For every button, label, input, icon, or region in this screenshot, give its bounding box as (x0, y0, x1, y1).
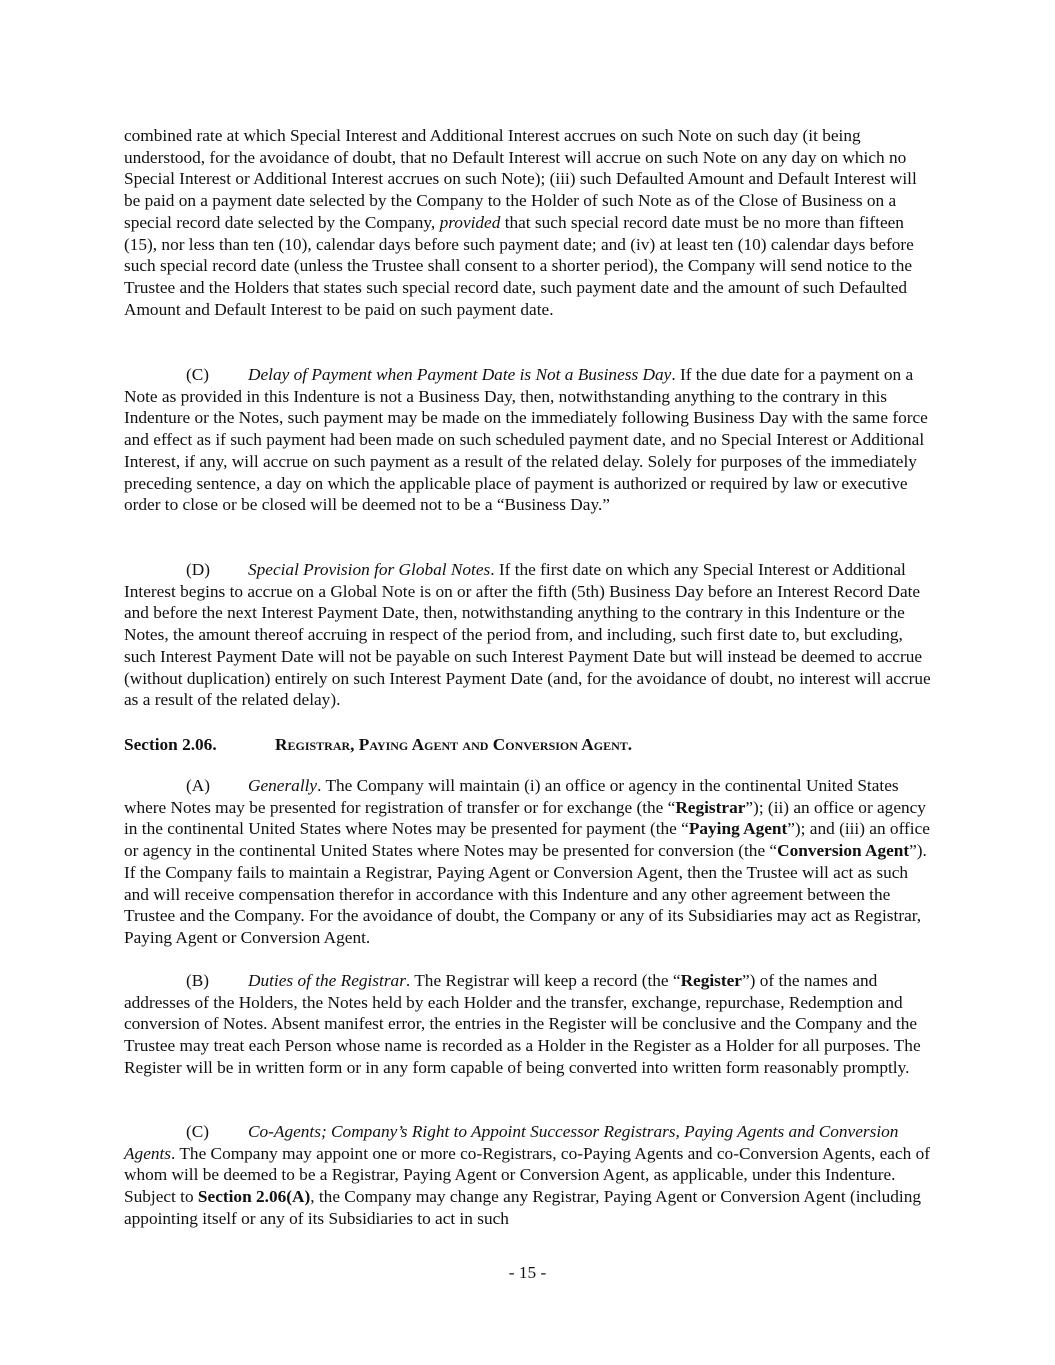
subsection-title: Special Provision for Global Notes (248, 560, 491, 579)
defined-term: Paying Agent (688, 819, 788, 839)
page-number: - 15 - (508, 1263, 547, 1282)
cross-reference: Section 2.06(A) (197, 1187, 311, 1207)
subsection-text: ”); (ii) an office or agency in the continental United States where Notes may be presented for payment (the “ (124, 797, 926, 839)
section-heading (124, 734, 632, 756)
section-number: Section 2.06. (124, 735, 217, 754)
paragraph-text: combined rate at which Special Interest and Additional Interest accrues on such Note on such day (it being understood, for the avoidance of doubt, that no Default Interest will accrue on such Note on any day on which no Special Interest or Additional Interest accrues on such Note); (iii) such Defaulted Amount and Default Interest will be paid on a payment date selected by the Company to the Holder of such Note as of the Close of Business on a special record date selected by the Company, (124, 126, 917, 232)
section-title: Registrar, Paying Agent and Conversion Agent. (275, 735, 633, 754)
subsection-text: . The Registrar will keep a record (the “ (405, 971, 681, 990)
subsection-text: ”); and (iii) an office or agency in the continental United States where Notes may be presented for conversion (the “ (124, 819, 930, 861)
subsection-text: . If the due date for a payment on a Note as provided in this Indenture is not a Business Day, then, notwithstanding anything to the contrary in this Indenture or the Notes, such payment may be made on the immediately following Business Day with the same force and effect as if such payment had been made on such scheduled payment date, and no Special Interest or Additional Interest, if any, will accrue on such payment as a result of the related delay. Solely for purposes of the immediately preceding sentence, a day on which the applicable place of payment is authorized or required by law or executive order to close or be closed will be deemed not to be a “Business Day.” (124, 365, 928, 515)
subsection-label: (D) (186, 560, 210, 579)
defined-term: Registrar (675, 797, 746, 817)
subsection-label: (C) (186, 1122, 210, 1141)
defined-term: Register (680, 971, 742, 990)
defined-term: Conversion Agent (777, 841, 910, 861)
subsection-text: . If the first date on which any Special Interest or Additional Interest begins to accrue on a Global Note is on or after the fifth (5th) Business Day before an Interest Record Date and before the next Interest Payment Date, then, notwithstanding anything to the contrary in this Indenture or the Notes, the amount thereof accruing in respect of the period from, and including, such first date to, but excluding, such Interest Payment Date will not be payable on such Interest Payment Date but will instead be deemed to accrue (without duplication) entirely on such Interest Payment Date (and, for the avoidance of doubt, no interest will accrue as a result of the related delay). (124, 560, 931, 710)
subsection-text: , the Company may change any Registrar, Paying Agent or Conversion Agent (including appointing itself or any of its Subsidiaries to act in such (124, 1187, 921, 1228)
italic-term: provided (439, 212, 501, 232)
subsection-text: . The Company will maintain (i) an office or agency in the continental United States where Notes may be presented for registration of transfer or for exchange (the “ (124, 776, 899, 817)
paragraph-text: that such special record date must be no more than fifteen (15), nor less than ten (10), calendar days before such payment date; and (iv) at least ten (10) calendar days before such special record date (unless the Trustee shall consent to a shorter period), the Company will send notice to the Trustee and the Holders that states such special record date, such payment date and the amount of such Defaulted Amount and Default Interest to be paid on such payment date. (124, 212, 914, 319)
subsection-title: Duties of the Registrar (248, 971, 406, 990)
subsection-label: (A) (186, 776, 210, 795)
subsection-c-delay-of-payment (124, 364, 936, 516)
subsection-text: ”). If the Company fails to maintain a Registrar, Paying Agent or Conversion Agent, then the Trustee will act as such and will receive compensation therefor in accordance with this Indenture and any other agreement between the Trustee and the Company. For the avoidance of doubt, the Company or any of its Subsidiaries may act as Registrar, Paying Agent or Conversion Agent. (124, 841, 927, 947)
subsection-title: Delay of Payment when Payment Date is Not a Business Day (248, 365, 672, 384)
subsection-d-global-notes (124, 559, 936, 711)
subsection-title: Co-Agents; Company’s Right to Appoint Successor Registrars, Paying Agents and Conversion Agents (124, 1122, 899, 1163)
subsection-text: ”) of the names and addresses of the Holders, the Notes held by each Holder and the transfer, exchange, repurchase, Redemption and conversion of Notes. Absent manifest error, the entries in the Register will be conclusive and the Company and the Trustee may treat each Person whose name is recorded as a Holder in the Register as a Holder for all purposes. The Register will be in written form or in any form capable of being converted into written form reasonably promptly. (124, 971, 921, 1077)
subsection-c-co-agents (124, 1121, 936, 1230)
subsection-title: Generally (248, 776, 318, 795)
subsection-label: (C) (186, 365, 210, 384)
paragraph-continuation (124, 125, 936, 320)
subsection-b-duties-of-registrar (124, 970, 936, 1079)
subsection-a-generally (124, 775, 936, 949)
subsection-label: (B) (186, 971, 210, 990)
subsection-text: . The Company may appoint one or more co-Registrars, co-Paying Agents and co-Conversion Agents, each of whom will be deemed to be a Registrar, Paying Agent or Conversion Agent, as applicable, under this Indenture. Subject to (124, 1143, 930, 1207)
